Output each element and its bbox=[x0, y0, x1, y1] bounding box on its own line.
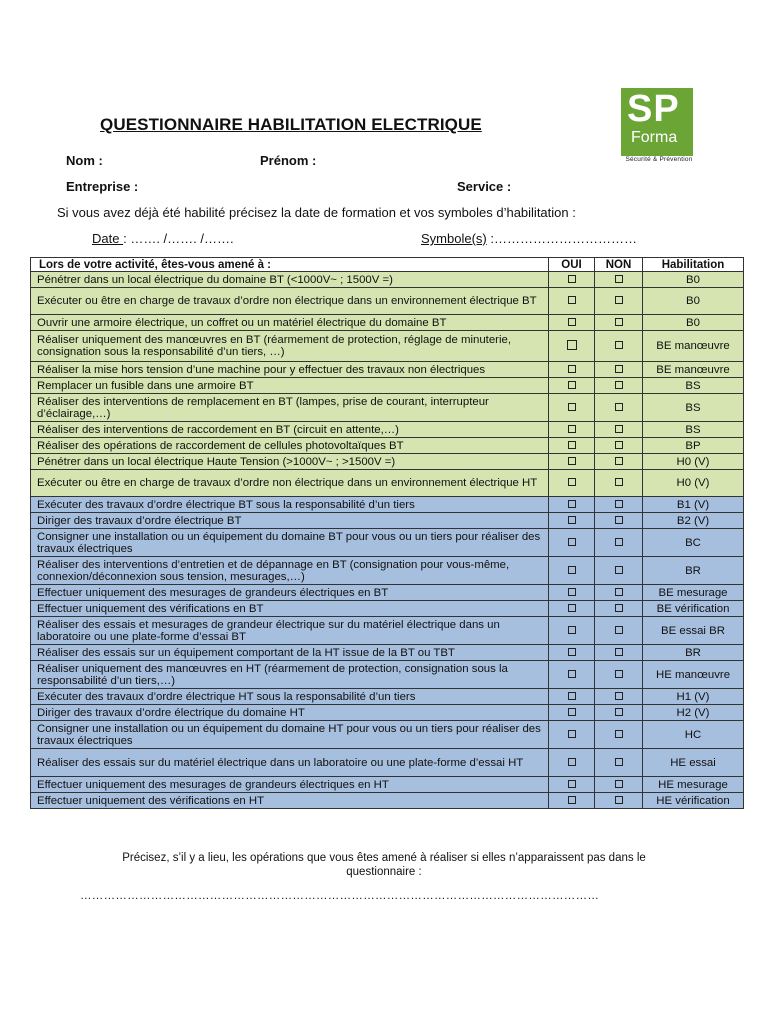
oui-checkbox[interactable] bbox=[568, 318, 576, 326]
oui-cell bbox=[549, 617, 595, 645]
nom-label: Nom : bbox=[66, 153, 103, 168]
table-row bbox=[31, 513, 744, 529]
oui-checkbox[interactable] bbox=[568, 692, 576, 700]
logo-sp-text: SP bbox=[627, 88, 680, 130]
logo-tagline: Sécurité & Prévention bbox=[625, 156, 693, 163]
non-checkbox[interactable] bbox=[615, 441, 623, 449]
non-cell bbox=[595, 705, 643, 721]
oui-checkbox[interactable] bbox=[568, 758, 576, 766]
non-cell bbox=[595, 272, 643, 288]
oui-checkbox[interactable] bbox=[568, 796, 576, 804]
table-row bbox=[31, 645, 744, 661]
oui-checkbox[interactable] bbox=[568, 780, 576, 788]
activity-text: Effectuer uniquement des vérifications en HT bbox=[31, 793, 549, 809]
activity-text: Exécuter des travaux d’ordre électrique BT sous la responsabilité d’un tiers bbox=[31, 497, 549, 513]
habilitation-code: BC bbox=[643, 529, 744, 557]
header-non: NON bbox=[595, 258, 643, 272]
oui-checkbox[interactable] bbox=[568, 588, 576, 596]
footer-line-2: questionnaire : bbox=[346, 866, 422, 878]
activity-text: Réaliser des essais sur un équipement comportant de la HT issue de la BT ou TBT bbox=[31, 645, 549, 661]
oui-cell bbox=[549, 661, 595, 689]
oui-checkbox[interactable] bbox=[568, 648, 576, 656]
footer-instruction bbox=[60, 851, 708, 879]
table-row bbox=[31, 331, 744, 362]
table-row bbox=[31, 777, 744, 793]
non-checkbox[interactable] bbox=[615, 626, 623, 634]
oui-cell bbox=[549, 513, 595, 529]
non-checkbox[interactable] bbox=[615, 381, 623, 389]
non-checkbox[interactable] bbox=[615, 341, 623, 349]
habilitation-code: H1 (V) bbox=[643, 689, 744, 705]
non-checkbox[interactable] bbox=[615, 318, 623, 326]
non-checkbox[interactable] bbox=[615, 604, 623, 612]
activity-text: Pénétrer dans un local électrique Haute Tension (>1000V~ ; >1500V =) bbox=[31, 454, 549, 470]
oui-cell bbox=[549, 645, 595, 661]
habilitation-code: BS bbox=[643, 422, 744, 438]
table-row bbox=[31, 378, 744, 394]
non-cell bbox=[595, 288, 643, 315]
non-cell bbox=[595, 454, 643, 470]
oui-checkbox[interactable] bbox=[568, 604, 576, 612]
table-row bbox=[31, 689, 744, 705]
table-row bbox=[31, 394, 744, 422]
activity-text: Réaliser des interventions de raccordement en BT (circuit en attente,…) bbox=[31, 422, 549, 438]
oui-cell bbox=[549, 721, 595, 749]
habilitation-code: BE vérification bbox=[643, 601, 744, 617]
habilitation-code: BS bbox=[643, 394, 744, 422]
habilitation-code: H2 (V) bbox=[643, 705, 744, 721]
activity-text: Réaliser uniquement des manœuvres en BT (réarmement de protection, réglage de minuterie, consignation sous la responsabilité d’un tiers, …) bbox=[31, 331, 549, 362]
activity-text: Effectuer uniquement des mesurages de grandeurs électriques en HT bbox=[31, 777, 549, 793]
habilitation-code: HC bbox=[643, 721, 744, 749]
oui-cell bbox=[549, 272, 595, 288]
sp-forma-logo bbox=[621, 88, 693, 156]
non-checkbox[interactable] bbox=[615, 538, 623, 546]
oui-checkbox[interactable] bbox=[568, 296, 576, 304]
activity-text: Réaliser des essais et mesurages de grandeur électrique sur du matériel électrique dans un laboratoire ou une plate-forme d’essai BT bbox=[31, 617, 549, 645]
oui-checkbox[interactable] bbox=[568, 381, 576, 389]
non-checkbox[interactable] bbox=[615, 275, 623, 283]
habilitation-code: B1 (V) bbox=[643, 497, 744, 513]
non-cell bbox=[595, 470, 643, 497]
activity-text: Exécuter ou être en charge de travaux d’ordre non électrique dans un environnement électrique BT bbox=[31, 288, 549, 315]
non-checkbox[interactable] bbox=[615, 588, 623, 596]
table-row bbox=[31, 288, 744, 315]
non-cell bbox=[595, 394, 643, 422]
oui-cell bbox=[549, 497, 595, 513]
non-checkbox[interactable] bbox=[615, 457, 623, 465]
activity-text: Réaliser des interventions d’entretien et de dépannage en BT (consignation pour vous-même, connexion/déconnexion sous tension, mesurages,…) bbox=[31, 557, 549, 585]
oui-cell bbox=[549, 288, 595, 315]
table-row bbox=[31, 362, 744, 378]
activity-text: Réaliser la mise hors tension d’une machine pour y effectuer des travaux non électriques bbox=[31, 362, 549, 378]
activity-text: Diriger des travaux d’ordre électrique du domaine HT bbox=[31, 705, 549, 721]
habilitation-code: HE essai bbox=[643, 749, 744, 777]
activity-text: Consigner une installation ou un équipement du domaine BT pour vous ou un tiers pour réaliser des travaux électriques bbox=[31, 529, 549, 557]
activity-text: Effectuer uniquement des mesurages de grandeurs électriques en BT bbox=[31, 585, 549, 601]
table-row bbox=[31, 601, 744, 617]
header-habilitation: Habilitation bbox=[643, 258, 744, 272]
symbole-value[interactable]: :…………………………… bbox=[486, 231, 637, 246]
non-cell bbox=[595, 601, 643, 617]
non-checkbox[interactable] bbox=[615, 500, 623, 508]
table-row bbox=[31, 497, 744, 513]
table-row bbox=[31, 749, 744, 777]
non-cell bbox=[595, 513, 643, 529]
activity-text: Effectuer uniquement des vérifications en BT bbox=[31, 601, 549, 617]
non-checkbox[interactable] bbox=[615, 758, 623, 766]
oui-cell bbox=[549, 315, 595, 331]
non-checkbox[interactable] bbox=[615, 648, 623, 656]
oui-checkbox[interactable] bbox=[568, 441, 576, 449]
oui-cell bbox=[549, 689, 595, 705]
non-checkbox[interactable] bbox=[615, 296, 623, 304]
footer-line-1: Précisez, s’il y a lieu, les opérations que vous êtes amené à réaliser si elles n’apparaissent pas dans le bbox=[122, 852, 646, 864]
oui-cell bbox=[549, 331, 595, 362]
activity-text: Exécuter des travaux d’ordre électrique HT sous la responsabilité d’un tiers bbox=[31, 689, 549, 705]
habilitation-code: HE manœuvre bbox=[643, 661, 744, 689]
oui-checkbox[interactable] bbox=[568, 275, 576, 283]
activity-text: Ouvrir une armoire électrique, un coffret ou un matériel électrique du domaine BT bbox=[31, 315, 549, 331]
non-cell bbox=[595, 362, 643, 378]
oui-cell bbox=[549, 394, 595, 422]
non-cell bbox=[595, 585, 643, 601]
table-row bbox=[31, 585, 744, 601]
habilitation-code: BR bbox=[643, 557, 744, 585]
oui-cell bbox=[549, 793, 595, 809]
non-cell bbox=[595, 689, 643, 705]
table-row bbox=[31, 617, 744, 645]
oui-cell bbox=[549, 705, 595, 721]
habilitation-code: H0 (V) bbox=[643, 454, 744, 470]
non-checkbox[interactable] bbox=[615, 365, 623, 373]
habilitation-code: HE vérification bbox=[643, 793, 744, 809]
entreprise-label: Entreprise : bbox=[66, 179, 139, 194]
habilitation-code: BE manœuvre bbox=[643, 331, 744, 362]
service-label: Service : bbox=[457, 179, 512, 194]
non-cell bbox=[595, 331, 643, 362]
table-row bbox=[31, 793, 744, 809]
page-title: QUESTIONNAIRE HABILITATION ELECTRIQUE bbox=[100, 115, 482, 134]
oui-checkbox[interactable] bbox=[568, 478, 576, 486]
non-cell bbox=[595, 529, 643, 557]
prenom-label: Prénom : bbox=[260, 153, 317, 168]
oui-cell bbox=[549, 601, 595, 617]
date-value[interactable]: ……. /……. /……. bbox=[126, 231, 234, 246]
oui-cell bbox=[549, 585, 595, 601]
activity-text: Réaliser des opérations de raccordement de cellules photovoltaïques BT bbox=[31, 438, 549, 454]
oui-cell bbox=[549, 529, 595, 557]
non-checkbox[interactable] bbox=[615, 566, 623, 574]
oui-cell bbox=[549, 438, 595, 454]
logo-forma-text: Forma bbox=[631, 129, 678, 146]
symbole-line bbox=[421, 231, 637, 246]
table-row bbox=[31, 721, 744, 749]
activity-text: Consigner une installation ou un équipement du domaine HT pour vous ou un tiers pour réaliser des travaux électriques bbox=[31, 721, 549, 749]
non-cell bbox=[595, 315, 643, 331]
table-row bbox=[31, 315, 744, 331]
activity-text: Réaliser uniquement des manœuvres en HT (réarmement de protection, consignation sous la responsabilité d’un tiers,…) bbox=[31, 661, 549, 689]
activity-text: Pénétrer dans un local électrique du domaine BT (<1000V~ ; 1500V =) bbox=[31, 272, 549, 288]
oui-cell bbox=[549, 422, 595, 438]
non-cell bbox=[595, 438, 643, 454]
habilitation-code: BS bbox=[643, 378, 744, 394]
non-checkbox[interactable] bbox=[615, 403, 623, 411]
habilitation-code: BP bbox=[643, 438, 744, 454]
oui-cell bbox=[549, 749, 595, 777]
oui-cell bbox=[549, 777, 595, 793]
activity-text: Remplacer un fusible dans une armoire BT bbox=[31, 378, 549, 394]
non-checkbox[interactable] bbox=[615, 425, 623, 433]
activity-text: Diriger des travaux d’ordre électrique BT bbox=[31, 513, 549, 529]
symbole-label: Symbole(s) bbox=[421, 231, 487, 246]
non-cell bbox=[595, 617, 643, 645]
non-cell bbox=[595, 721, 643, 749]
non-checkbox[interactable] bbox=[615, 708, 623, 716]
header-oui: OUI bbox=[549, 258, 595, 272]
table-row bbox=[31, 557, 744, 585]
activity-text: Réaliser des interventions de remplacement en BT (lampes, prise de courant, interrupteur d’éclairage,…) bbox=[31, 394, 549, 422]
habilitation-code: B0 bbox=[643, 315, 744, 331]
non-checkbox[interactable] bbox=[615, 780, 623, 788]
habilitation-code: H0 (V) bbox=[643, 470, 744, 497]
non-cell bbox=[595, 497, 643, 513]
table-row bbox=[31, 529, 744, 557]
oui-cell bbox=[549, 470, 595, 497]
non-cell bbox=[595, 777, 643, 793]
non-cell bbox=[595, 378, 643, 394]
date-line bbox=[92, 231, 234, 246]
oui-cell bbox=[549, 454, 595, 470]
oui-checkbox[interactable] bbox=[568, 500, 576, 508]
instruction-text: Si vous avez déjà été habilité précisez la date de formation et vos symboles d’habilitation : bbox=[57, 205, 576, 220]
oui-checkbox[interactable] bbox=[568, 457, 576, 465]
table-row bbox=[31, 422, 744, 438]
oui-checkbox[interactable] bbox=[567, 340, 577, 350]
non-cell bbox=[595, 557, 643, 585]
oui-cell bbox=[549, 557, 595, 585]
habilitation-code: BE manœuvre bbox=[643, 362, 744, 378]
non-checkbox[interactable] bbox=[615, 730, 623, 738]
non-checkbox[interactable] bbox=[615, 692, 623, 700]
non-cell bbox=[595, 661, 643, 689]
habilitation-code: B0 bbox=[643, 272, 744, 288]
oui-checkbox[interactable] bbox=[568, 626, 576, 634]
date-label: Date bbox=[92, 231, 124, 246]
date-sep: : bbox=[123, 231, 127, 246]
habilitation-code: B2 (V) bbox=[643, 513, 744, 529]
table-row bbox=[31, 438, 744, 454]
oui-checkbox[interactable] bbox=[568, 670, 576, 678]
header-activity: Lors de votre activité, êtes-vous amené à : bbox=[31, 258, 549, 272]
non-cell bbox=[595, 422, 643, 438]
activity-text: Exécuter ou être en charge de travaux d’ordre non électrique dans un environnement électrique HT bbox=[31, 470, 549, 497]
non-checkbox[interactable] bbox=[615, 796, 623, 804]
non-cell bbox=[595, 793, 643, 809]
habilitation-code: HE mesurage bbox=[643, 777, 744, 793]
habilitation-code: BR bbox=[643, 645, 744, 661]
activity-text: Réaliser des essais sur du matériel électrique dans un laboratoire ou une plate-forme d’essai HT bbox=[31, 749, 549, 777]
table-row bbox=[31, 705, 744, 721]
oui-checkbox[interactable] bbox=[568, 425, 576, 433]
non-checkbox[interactable] bbox=[615, 478, 623, 486]
footer-answer-line[interactable]: …………………………………………………………………………………………………………………… bbox=[80, 890, 600, 902]
oui-checkbox[interactable] bbox=[568, 538, 576, 546]
table-row bbox=[31, 272, 744, 288]
oui-cell bbox=[549, 362, 595, 378]
non-checkbox[interactable] bbox=[615, 516, 623, 524]
table-header-row bbox=[31, 258, 744, 272]
oui-checkbox[interactable] bbox=[568, 566, 576, 574]
oui-checkbox[interactable] bbox=[568, 403, 576, 411]
non-cell bbox=[595, 749, 643, 777]
habilitation-code: BE mesurage bbox=[643, 585, 744, 601]
habilitation-code: B0 bbox=[643, 288, 744, 315]
oui-cell bbox=[549, 378, 595, 394]
oui-checkbox[interactable] bbox=[568, 516, 576, 524]
oui-checkbox[interactable] bbox=[568, 708, 576, 716]
table-row bbox=[31, 470, 744, 497]
oui-checkbox[interactable] bbox=[568, 730, 576, 738]
habilitation-code: BE essai BR bbox=[643, 617, 744, 645]
habilitation-table bbox=[30, 257, 744, 809]
table-row bbox=[31, 661, 744, 689]
table-body bbox=[31, 272, 744, 809]
non-checkbox[interactable] bbox=[615, 670, 623, 678]
table-row bbox=[31, 454, 744, 470]
non-cell bbox=[595, 645, 643, 661]
oui-checkbox[interactable] bbox=[568, 365, 576, 373]
